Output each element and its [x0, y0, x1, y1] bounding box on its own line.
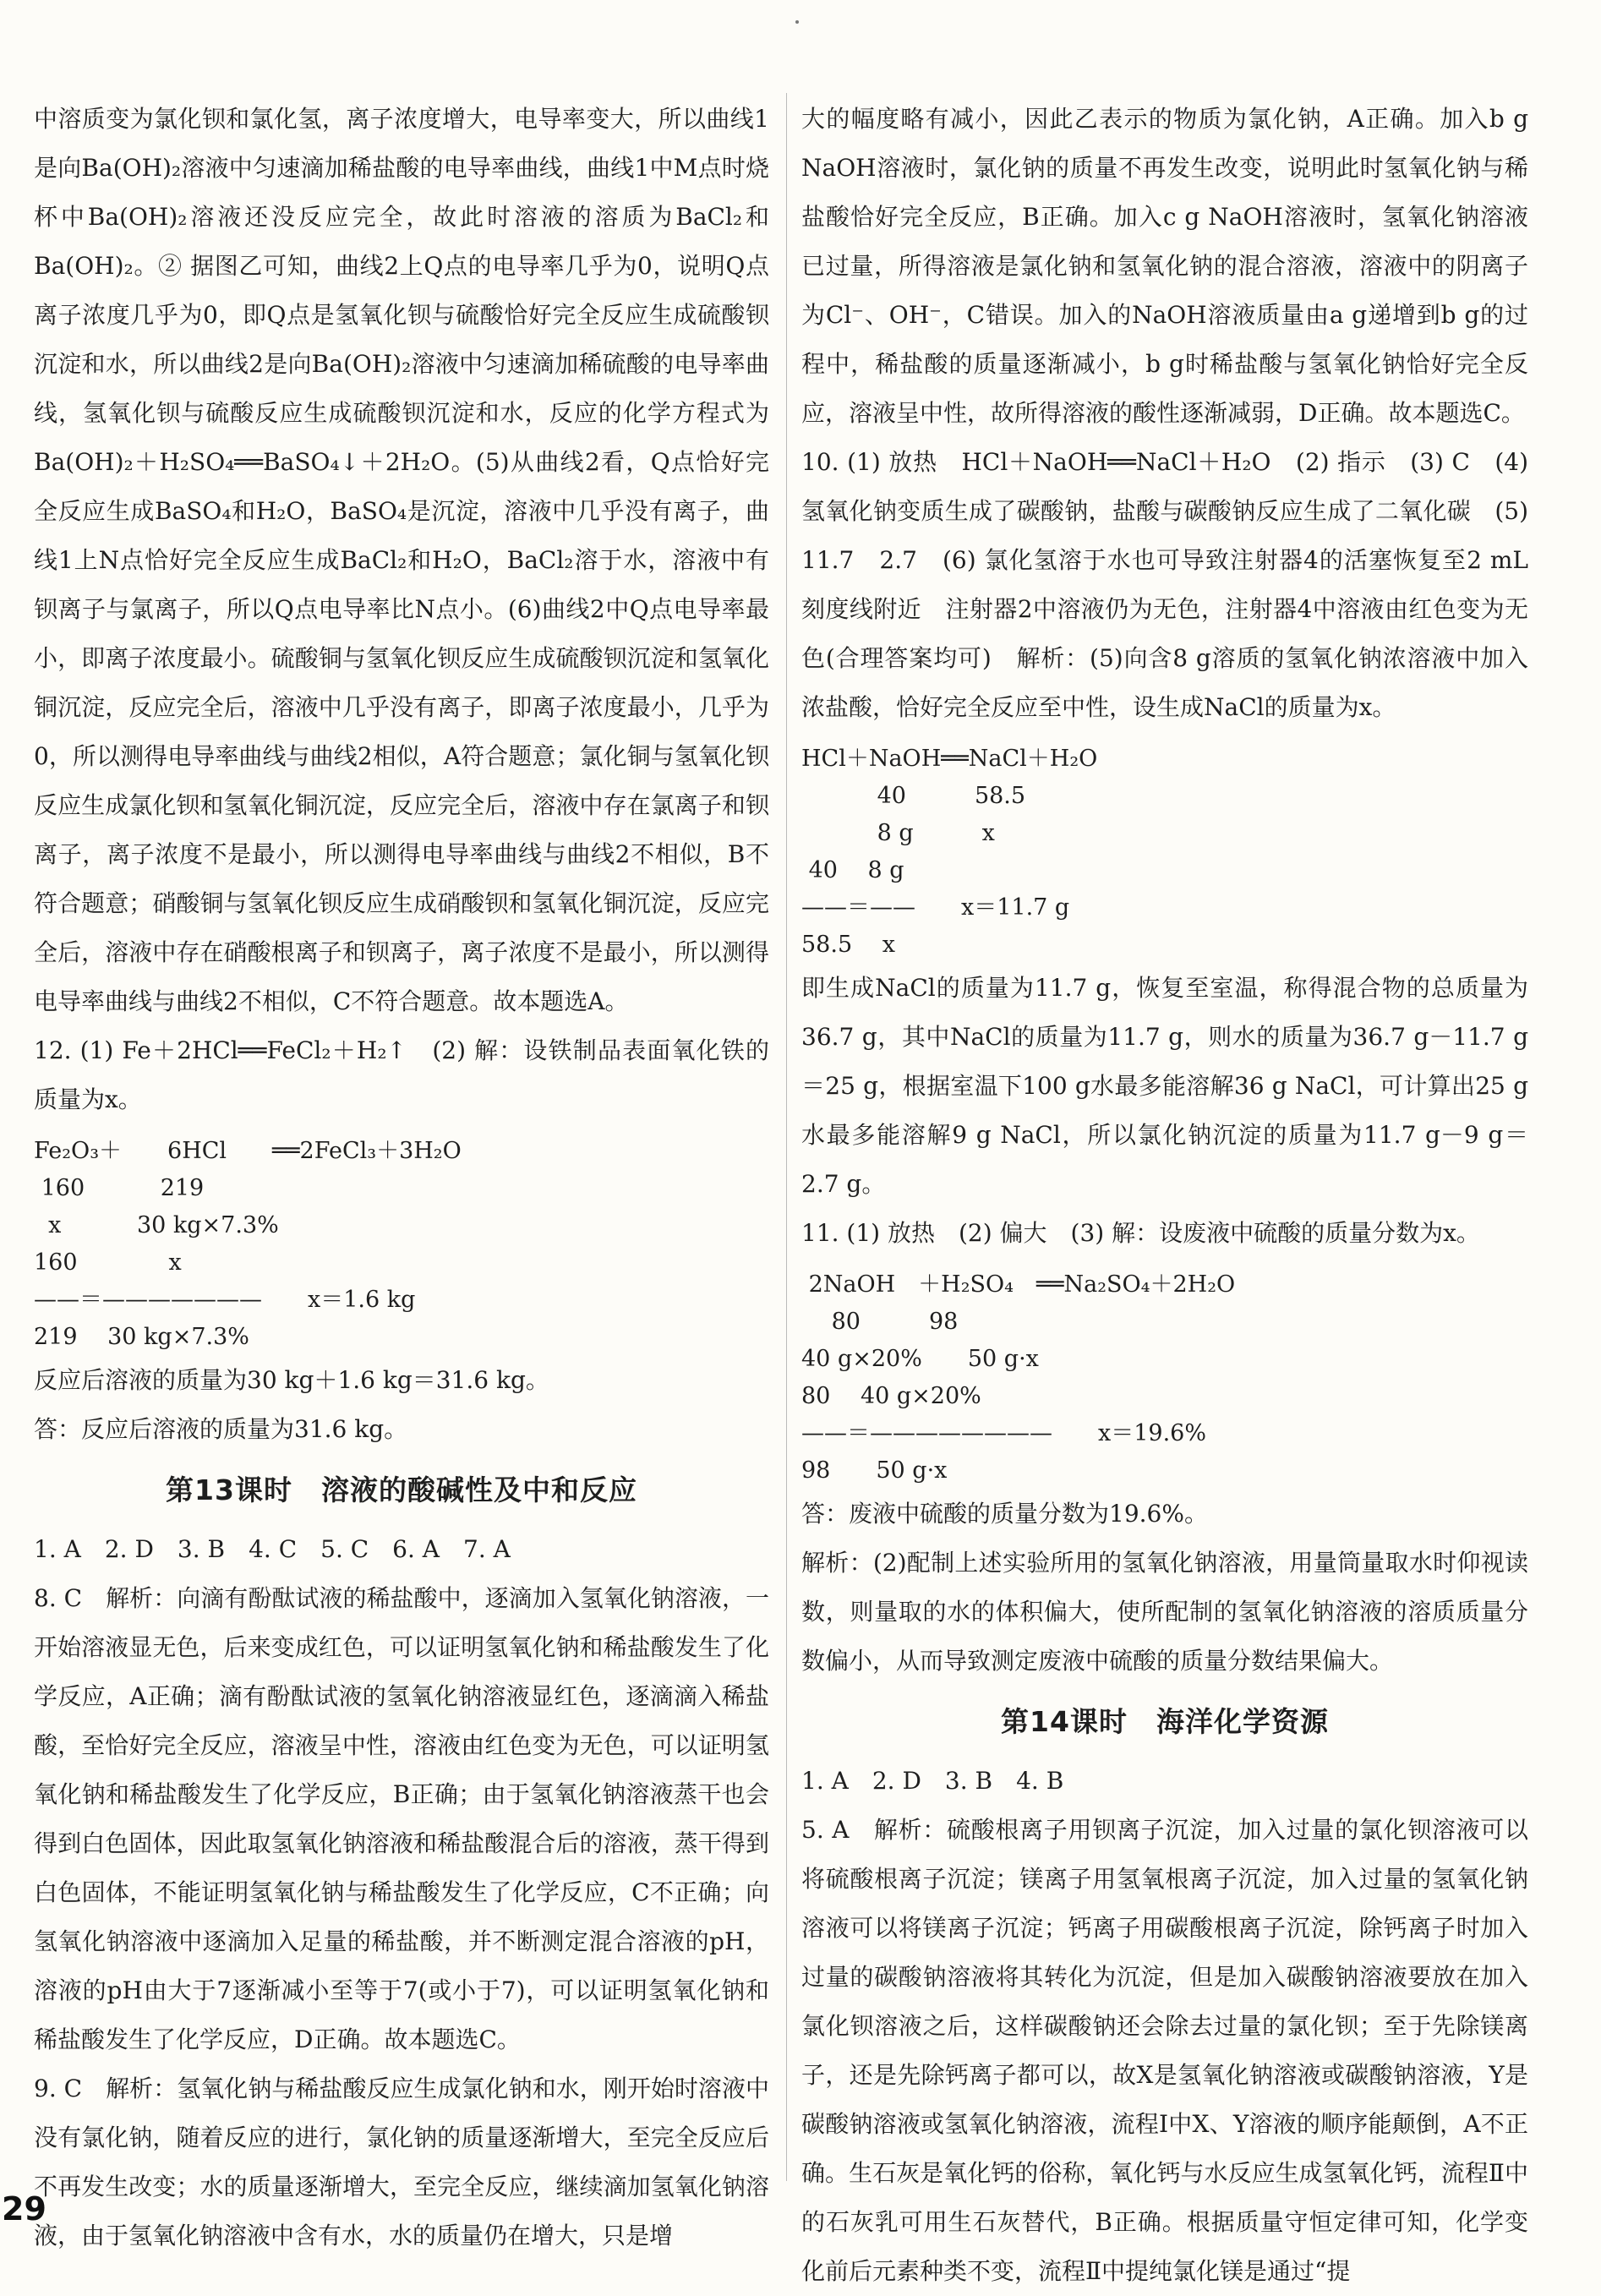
- column-divider: [786, 93, 787, 2181]
- right-column: [801, 95, 1528, 2296]
- question-8: 8. C 解析：向滴有酚酞试液的稀盐酸中，逐滴加入氢氧化钠溶液，一开始溶液显无色，后来变成红色，可以证明氢氧化钠和稀盐酸发生了化学反应，A正确；滴有酚酞试液的氢氧化钠溶液显红色，逐滴滴入稀盐酸，至恰好完全反应，溶液呈中性，溶液由红色变为无色，可以证明氢氧化钠和稀盐酸发生了化学反应，B正确；由于氢氧化钠溶液蒸干也会得到白色固体，因此取氢氧化钠溶液和稀盐酸混合后的溶液，蒸干得到白色固体，不能证明氢氧化钠与稀盐酸发生了化学反应，C不正确；向氢氧化钠溶液中逐滴加入足量的稀盐酸，并不断测定混合溶液的pH，溶液的pH由大于7逐渐减小至等于7(或小于7)，可以证明氢氧化钠和稀盐酸发生了化学反应，D正确。故本题选C。: [34, 1584, 769, 2053]
- q11-analysis: 解析：(2)配制上述实验所用的氢氧化钠溶液，用量筒量取水时仰视读数，则量取的水的体积偏大，使所配制的氢氧化钠溶液的溶质质量分数偏小，从而导致测定废液中硫酸的质量分数结果偏大。: [801, 1549, 1528, 1675]
- question-11: 11. (1) 放热 (2) 偏大 (3) 解：设废液中硫酸的质量分数为x。: [801, 1219, 1480, 1247]
- question-10: 10. (1) 放热 HCl＋NaOH══NaCl＋H₂O (2) 指示 (3) C (4) 氢氧化钠变质生成了碳酸钠，盐酸与碳酸钠反应生成了二氧化碳 (5) 11.7 2.7 (6) 氯化氢溶于水也可导致注射器4的活塞恢复至2 mL刻度线附近 注射器2中溶液仍为无色，注射器4中溶液由红色变为无色(合理答案均可) 解析：(5)向含8 g溶质的氢氧化钠浓溶液中加入浓盐酸，恰好完全反应至中性，设生成NaCl的质量为x。: [801, 448, 1528, 721]
- q11-answer: 答：废液中硫酸的质量分数为19.6%。: [801, 1500, 1208, 1528]
- question-12: 12. (1) Fe＋2HCl══FeCl₂＋H₂↑ (2) 解：设铁制品表面氧化铁的质量为x。: [34, 1036, 769, 1113]
- section-heading-13: 第13课时 溶液的酸碱性及中和反应: [166, 1473, 637, 1506]
- q12-equation: Fe₂O₃＋ 6HCl ══2FeCl₃＋3H₂O 160 219 x 30 kg×7.3%: [34, 1138, 462, 1238]
- answers-13: 1. A 2. D 3. B 4. C 5. C 6. A 7. A: [34, 1535, 511, 1563]
- top-mark: [795, 20, 799, 24]
- paragraph-continued: 中溶质变为氯化钡和氯化氢，离子浓度增大，电导率变大，所以曲线1是向Ba(OH)₂溶液中匀速滴加稀盐酸的电导率曲线，曲线1中M点时烧杯中Ba(OH)₂溶液还没反应完全，故此时溶液的溶质为BaCl₂和Ba(OH)₂。② 据图乙可知，曲线2上Q点的电导率几乎为0，说明Q点离子浓度几乎为0，即Q点是氢氧化钡与硫酸恰好完全反应生成硫酸钡沉淀和水，所以曲线2是向Ba(OH)₂溶液中匀速滴加稀硫酸的电导率曲线，氢氧化钡与硫酸反应生成硫酸钡沉淀和水，反应的化学方程式为Ba(OH)₂＋H₂SO₄══BaSO₄↓＋2H₂O。(5)从曲线2看，Q点恰好完全反应生成BaSO₄和H₂O，BaSO₄是沉淀，溶液中几乎没有离子，曲线1上N点恰好完全反应生成BaCl₂和H₂O，BaCl₂溶于水，溶液中有钡离子与氯离子，所以Q点电导率比N点小。(6)曲线2中Q点电导率最小，即离子浓度最小。硫酸铜与氢氧化钡反应生成硫酸钡沉淀和氢氧化铜沉淀，反应完全后，溶液中几乎没有离子，即离子浓度最小，几乎为0，所以测得电导率曲线与曲线2相似，A符合题意；氯化铜与氢氧化钡反应生成氯化钡和氢氧化铜沉淀，反应完全后，溶液中存在氯离子和钡离子，离子浓度不是最小，所以测得电导率曲线与曲线2不相似，B不符合题意；硝酸铜与氢氧化钡反应生成硝酸钡和氢氧化铜沉淀，反应完全后，溶液中存在硝酸根离子和钡离子，离子浓度不是最小，所以测得电导率曲线与曲线2不相似，C不符合题意。故本题选A。: [34, 105, 769, 1015]
- q12-solution-mass: 反应后溶液的质量为30 kg＋1.6 kg＝31.6 kg。: [34, 1366, 549, 1394]
- q10-ratio: 40 8 g ——＝—— x＝11.7 g 58.5 x: [801, 857, 1070, 958]
- q12-answer: 答：反应后溶液的质量为31.6 kg。: [34, 1415, 408, 1443]
- left-column: [34, 95, 769, 2260]
- section-heading-14: 第14课时 海洋化学资源: [1001, 1705, 1329, 1738]
- page-number: 29: [2, 2190, 46, 2228]
- q10-equation: HCl＋NaOH══NaCl＋H₂O 40 58.5 8 g x: [801, 746, 1098, 846]
- question-9: 9. C 解析：氢氧化钠与稀盐酸反应生成氯化钠和水，刚开始时溶液中没有氯化钠，随着反应的进行，氯化钠的质量逐渐增大，至完全反应后不再发生改变；水的质量逐渐增大，至完全反应，继续滴加氢氧化钠溶液，由于氢氧化钠溶液中含有水，水的质量仍在增大，只是增: [34, 2075, 769, 2250]
- q11-ratio: 80 40 g×20% ——＝———————— x＝19.6% 98 50 g·x: [801, 1383, 1206, 1484]
- answers-14: 1. A 2. D 3. B 4. B: [801, 1767, 1064, 1795]
- question-5: 5. A 解析：硫酸根离子用钡离子沉淀，加入过量的氯化钡溶液可以将硫酸根离子沉淀；镁离子用氢氧根离子沉淀，加入过量的氢氧化钠溶液可以将镁离子沉淀；钙离子用碳酸根离子沉淀，除钙离子时加入过量的碳酸钠溶液将其转化为沉淀，但是加入碳酸钠溶液要放在加入氯化钡溶液之后，这样碳酸钠还会除去过量的氯化钡；至于先除镁离子，还是先除钙离子都可以，故X是氢氧化钠溶液或碳酸钠溶液，Y是碳酸钠溶液或氢氧化钠溶液，流程Ⅰ中X、Y溶液的顺序能颠倒，A不正确。生石灰是氧化钙的俗称，氧化钙与水反应生成氢氧化钙，流程Ⅱ中的石灰乳可用生石灰替代，B正确。根据质量守恒定律可知，化学变化前后元素种类不变，流程Ⅱ中提纯氯化镁是通过“提: [801, 1816, 1528, 2285]
- q11-equation: 2NaOH ＋H₂SO₄ ══Na₂SO₄＋2H₂O 80 98 40 g×20% 50 g·x: [801, 1271, 1236, 1372]
- q12-ratio: 160 x ——＝——————— x＝1.6 kg 219 30 kg×7.3%: [34, 1249, 416, 1350]
- question-9-continued: 大的幅度略有减小，因此乙表示的物质为氯化钠，A正确。加入b g NaOH溶液时，氯化钠的质量不再发生改变，说明此时氢氧化钠与稀盐酸恰好完全反应，B正确。加入c g NaOH溶液时，氢氧化钠溶液已过量，所得溶液是氯化钠和氢氧化钠的混合溶液，溶液中的阴离子为Cl⁻、OH⁻，C错误。加入的NaOH溶液质量由a g递增到b g的过程中，稀盐酸的质量逐渐减小，b g时稀盐酸与氢氧化钠恰好完全反应，溶液呈中性，故所得溶液的酸性逐渐减弱，D正确。故本题选C。: [801, 105, 1528, 427]
- q10-continued: 即生成NaCl的质量为11.7 g，恢复至室温，称得混合物的总质量为36.7 g，其中NaCl的质量为11.7 g，则水的质量为36.7 g－11.7 g＝25 g，根据室温下100 g水最多能溶解36 g NaCl，可计算出25 g水最多能溶解9 g NaCl，所以氯化钠沉淀的质量为11.7 g－9 g＝2.7 g。: [801, 974, 1528, 1198]
